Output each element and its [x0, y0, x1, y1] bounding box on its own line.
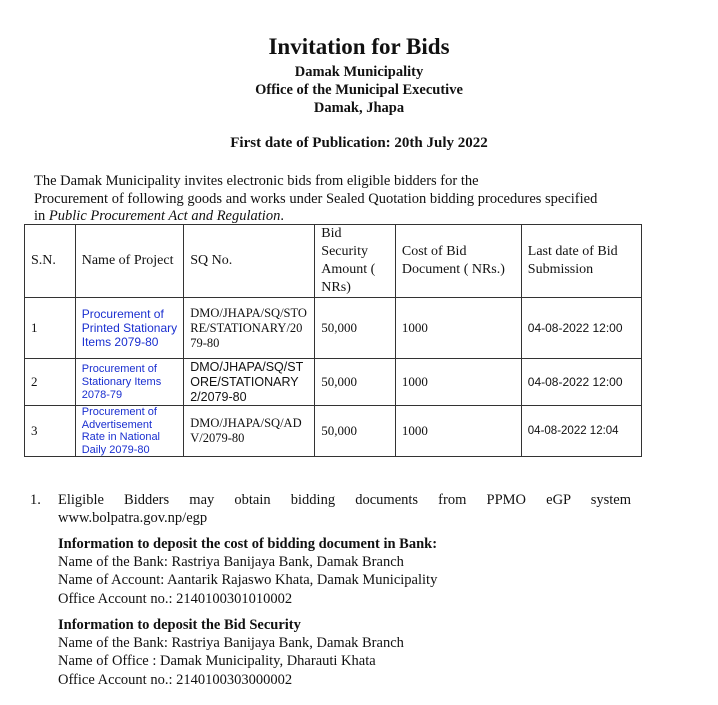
row-sq-no: DMO/JHAPA/SQ/STORE/STATIONARY/2079-80 — [184, 298, 315, 359]
location: Damak, Jhapa — [313, 100, 405, 116]
egp-link[interactable]: www.bolpatra.gov.np/egp — [58, 510, 208, 526]
bank-security-bank: Name of the Bank: Rastriya Banijaya Bank, Damak Branch — [58, 635, 404, 651]
row-security: 50,000 — [315, 359, 396, 406]
intro-suffix: . — [280, 208, 284, 224]
row-sn: 3 — [25, 406, 76, 457]
row-sq-no: DMO/JHAPA/SQ/ADV/2079-80 — [184, 406, 315, 457]
row-project-name: Procurement of Printed Stationary Items 2079-80 — [75, 298, 184, 359]
bank-security-account-no: Office Account no.: 2140100303000002 — [58, 672, 293, 688]
page-title: Invitation for Bids — [268, 34, 450, 59]
publication-date: First date of Publication: 20th July 2022 — [230, 135, 488, 151]
table-header-row — [25, 225, 642, 298]
row-sn: 1 — [25, 298, 76, 359]
row-cost: 1000 — [395, 406, 521, 457]
bank-security-heading: Information to deposit the Bid Security — [58, 617, 301, 633]
row-security: 50,000 — [315, 298, 396, 359]
bank-security-office: Name of Office : Damak Municipality, Dharauti Khata — [58, 653, 376, 669]
office-name: Office of the Municipal Executive — [255, 82, 463, 98]
intro-line-1: The Damak Municipality invites electronic bids from eligible bidders for the — [34, 173, 479, 189]
header-last-date: Last date of Bid Submission — [521, 225, 641, 298]
intro-line-3 — [34, 208, 284, 225]
intro-line-2: Procurement of following goods and works under Sealed Quotation bidding procedures specified — [34, 191, 598, 207]
table-row — [25, 298, 642, 359]
row-last-date: 04-08-2022 12:00 — [521, 298, 641, 359]
header-sq: SQ No. — [184, 225, 315, 298]
row-security: 50,000 — [315, 406, 396, 457]
bank-cost-heading: Information to deposit the cost of bidding document in Bank: — [58, 536, 438, 552]
row-sq-no: DMO/JHAPA/SQ/STORE/STATIONARY2/2079-80 — [184, 359, 315, 406]
bank-cost-account-no: Office Account no.: 2140100301010002 — [58, 591, 293, 607]
row-sn: 2 — [25, 359, 76, 406]
header-sn: S.N. — [25, 225, 76, 298]
row-cost: 1000 — [395, 359, 521, 406]
bank-cost-bank: Name of the Bank: Rastriya Banijaya Bank, Damak Branch — [58, 554, 404, 570]
header-cost: Cost of Bid Document ( NRs.) — [395, 225, 521, 298]
bank-cost-account-name: Name of Account: Aantarik Rajaswo Khata, Damak Municipality — [58, 572, 438, 588]
row-project-name: Procurement of Stationary Items 2078-79 — [75, 359, 184, 406]
bids-table — [24, 224, 642, 457]
table-row — [25, 359, 642, 406]
row-last-date: 04-08-2022 12:00 — [521, 359, 641, 406]
row-cost: 1000 — [395, 298, 521, 359]
header-security: Bid Security Amount ( NRs) — [315, 225, 396, 298]
act-reference: Public Procurement Act and Regulation — [48, 208, 281, 224]
row-project-name: Procurement of Advertisement Rate in National Daily 2079-80 — [75, 406, 184, 457]
header-name: Name of Project — [75, 225, 184, 298]
list-text: Eligible Bidders may obtain bidding documents from PPMO eGP system — [58, 492, 631, 508]
list-number: 1. — [30, 492, 41, 508]
table-row — [25, 406, 642, 457]
intro-prefix: in — [34, 208, 49, 224]
row-last-date: 04-08-2022 12:04 — [521, 406, 641, 457]
organization-name: Damak Municipality — [294, 64, 424, 80]
